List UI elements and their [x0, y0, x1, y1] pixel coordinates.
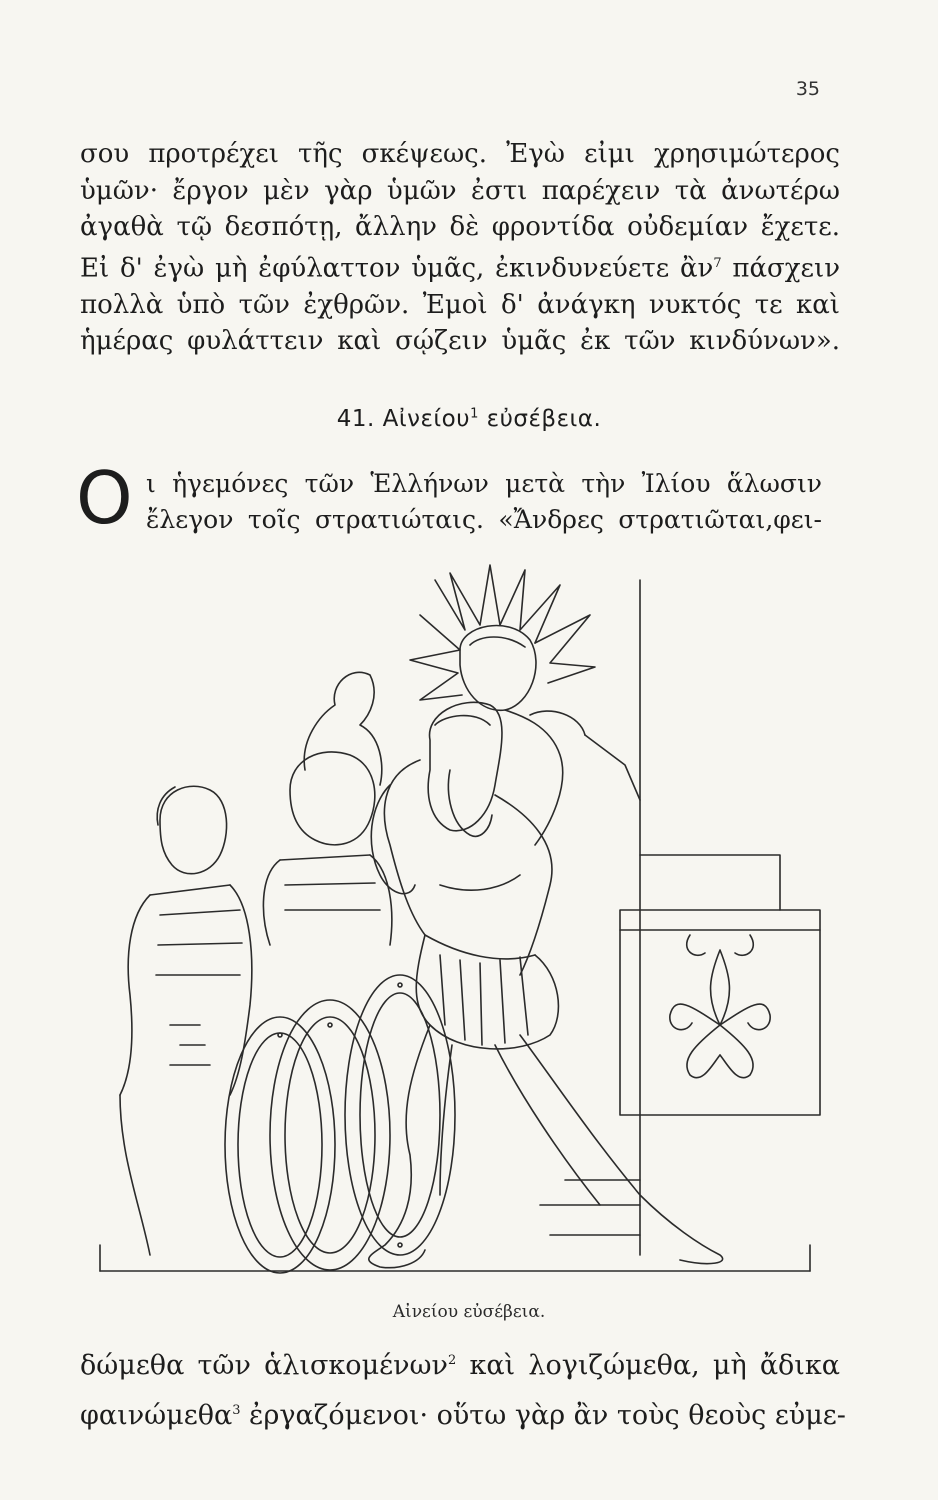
pedestal — [620, 910, 820, 1115]
text-line-part: δώμεθα τῶν ἁλισκομένων — [80, 1350, 448, 1381]
text-line-part: Εἰ δ' ἐγὼ μὴ ἐφύλαττον ὑμᾶς, ἐκινδυνεύετε ἂν — [80, 253, 714, 284]
shield — [270, 1000, 390, 1270]
footnote-marker: 7 — [713, 255, 722, 271]
soldier-middle — [263, 672, 391, 945]
shield — [345, 975, 455, 1255]
section-title-word: εὐσέβεια. — [486, 406, 602, 432]
text-line: ἡμέρας φυλάττειν καὶ σῴζειν ὑμᾶς ἐκ τῶν κινδύνων». — [80, 326, 840, 357]
figure-caption: Αἰνείου εὐσέβεια. — [392, 1302, 546, 1322]
footnote-marker: 1 — [470, 406, 479, 422]
paragraph-bottom — [80, 1338, 846, 1438]
sun-rays — [410, 565, 595, 700]
text-line: ι ἡγεμόνες τῶν Ἑλλήνων μετὰ τὴν Ἰλίου ἅλωσιν — [146, 469, 822, 498]
page-number: 35 — [795, 78, 820, 100]
text-line: ἔλεγον τοῖς στρατιώταις. «Ἄνδρες στρατιῶται,φει- — [146, 505, 822, 534]
soldier-left — [120, 786, 252, 1255]
text-line-part: ἐργαζόμενοι· οὕτω γὰρ ἂν τοὺς θεοὺς εὐμε- — [240, 1400, 846, 1431]
anchises-head — [460, 626, 536, 711]
text-line-part: πάσχειν — [732, 253, 840, 284]
text-line: σου προτρέχει τῆς σκέψεως. Ἐγὼ εἰμι χρησιμώτερος — [80, 139, 840, 169]
section-number: 41. — [336, 406, 375, 432]
text-line: πολλὰ ὑπὸ τῶν ἐχθρῶν. Ἐμοὶ δ' ἀνάγκη νυκτός τε καὶ — [80, 289, 840, 320]
footnote-marker: 3 — [232, 1403, 241, 1418]
paragraph-top — [80, 136, 840, 360]
text-line-part: φαινώμεθα — [80, 1400, 233, 1431]
aeneas-illustration — [80, 555, 850, 1290]
text-line — [80, 1338, 840, 1388]
text-line — [80, 1388, 846, 1438]
section-title-word: Αἰνείου — [382, 406, 471, 432]
illustration — [80, 555, 850, 1290]
ornament — [670, 935, 770, 1078]
aeneas-torso — [384, 760, 425, 935]
text-line: ὑμῶν· ἔργον μὲν γὰρ ὑμῶν ἐστι παρέχειν τὰ ἀνωτέρω — [80, 175, 840, 206]
text-line: ἀγαθὰ τῷ δεσπότῃ, ἄλλην δὲ φροντίδα οὐδεμίαν ἔχετε. — [80, 212, 840, 242]
drop-cap: Ο — [76, 456, 133, 540]
text-line — [80, 246, 840, 287]
section-heading — [0, 406, 938, 432]
paragraph-middle — [146, 466, 822, 538]
text-line-part: καὶ λογιζώμεθα, μὴ ἄδικα — [456, 1350, 841, 1381]
tunic — [416, 935, 558, 1049]
footnote-marker: 2 — [447, 1353, 457, 1368]
aeneas-left-leg — [369, 1025, 430, 1268]
aeneas-right-leg — [520, 1035, 723, 1264]
